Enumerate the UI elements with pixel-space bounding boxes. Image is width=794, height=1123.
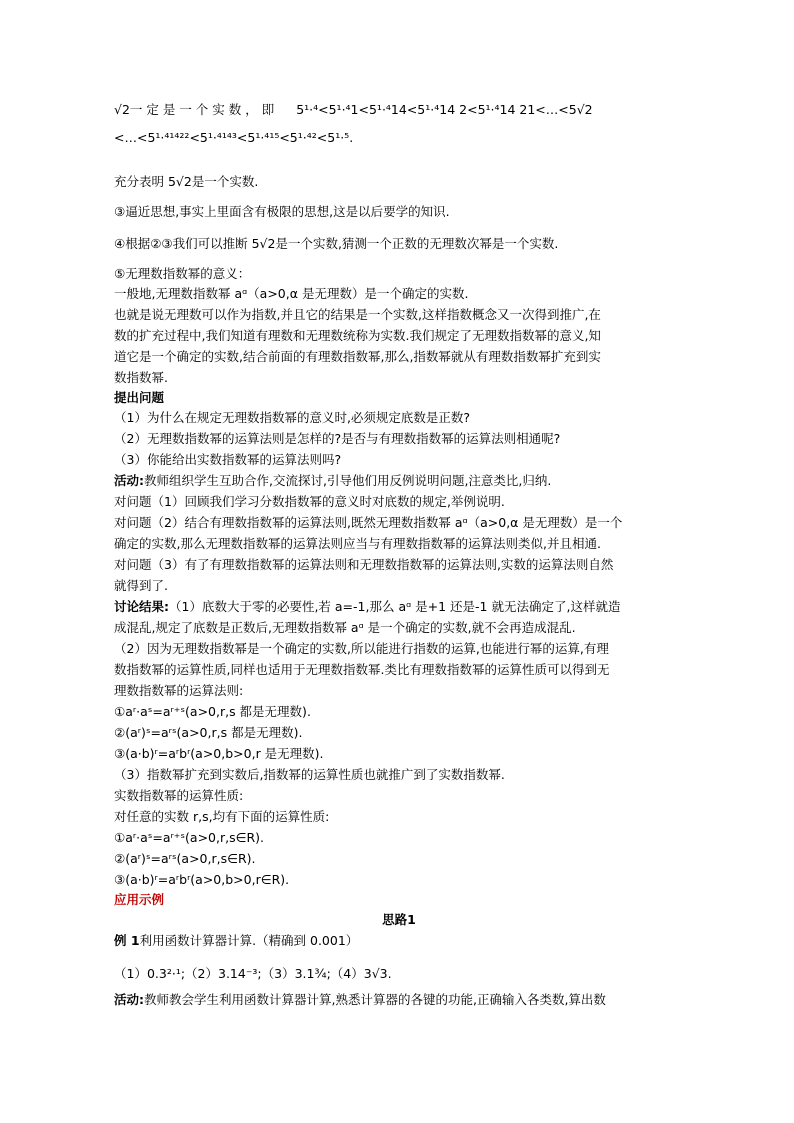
activity-text: 教师教会学生利用函数计算器计算,熟悉计算器的各键的功能,正确输入各类数,算出数 xyxy=(144,992,606,1007)
question: （2）无理数指数幂的运算法则是怎样的?是否与有理数指数幂的运算法则相通呢? xyxy=(114,431,561,446)
result-line xyxy=(114,597,620,617)
text-line-part: 5¹·⁴<5¹·⁴1<5¹·⁴14<5¹·⁴14 2<5¹·⁴14 21<…<5√2 xyxy=(296,102,593,117)
formula: ②(aʳ)ˢ=aʳˢ(a>0,r,s 都是无理数). xyxy=(114,725,303,740)
text-line: 实数指数幂的运算性质: xyxy=(114,788,244,803)
result-label: 讨论结果: xyxy=(114,599,169,614)
text-line: 就得到了. xyxy=(114,578,168,593)
activity-text: 教师组织学生互助合作,交流探讨,引导他们用反例说明问题,注意类比,归纳. xyxy=(144,473,552,488)
text-line: 数指数幂. xyxy=(114,370,168,385)
text-line: ⑤无理数指数幂的意义： xyxy=(114,266,251,281)
example-text: 利用函数计算器计算.（精确到 0.001） xyxy=(139,933,359,948)
text-line: 确定的实数,那么无理数指数幂的运算法则应当与有理数指数幂的运算法则类似,并且相通. xyxy=(114,536,601,551)
question: （1）为什么在规定无理数指数幂的意义时,必须规定底数是正数? xyxy=(114,410,471,425)
text-line: （3）指数幂扩充到实数后,指数幂的运算性质也就推广到了实数指数幂. xyxy=(114,767,505,782)
text-line: 数指数幂的运算性质,同样也适用于无理数指数幂.类比有理数指数幂的运算性质可以得到无 xyxy=(114,662,610,677)
text-line: 也就是说无理数可以作为指数,并且它的结果是一个实数,这样指数概念又一次得到推广,在 xyxy=(114,307,601,322)
text-line: 充分表明 5√2是一个实数. xyxy=(114,174,259,189)
text-line: 数的扩充过程中,我们知道有理数和无理数统称为实数.我们规定了无理数指数幂的意义,知 xyxy=(114,328,601,343)
section-heading: 应用示例 xyxy=(114,892,165,907)
section-heading: 提出问题 xyxy=(114,390,165,405)
activity-line xyxy=(114,471,551,491)
question: （3）你能给出实数指数幂的运算法则吗? xyxy=(114,452,342,467)
example-items: （1）0.3²·¹;（2）3.14⁻³;（3）3.1¾;（4）3√3. xyxy=(114,966,392,981)
formula: ②(aʳ)ˢ=aʳˢ(a>0,r,s∈R). xyxy=(114,851,256,866)
activity-label: 活动: xyxy=(114,473,144,488)
text-line: ④根据②③我们可以推断 5√2是一个实数,猜测一个正数的无理数次幂是一个实数. xyxy=(114,236,559,251)
activity-line xyxy=(114,990,606,1010)
activity-label: 活动: xyxy=(114,992,144,1007)
formula: ①aʳ·aˢ=aʳ⁺ˢ(a>0,r,s∈R). xyxy=(114,830,265,845)
formula: ③(a·b)ʳ=aʳbʳ(a>0,b>0,r 是无理数). xyxy=(114,746,324,761)
text-line: <…<5¹·⁴¹⁴²²<5¹·⁴¹⁴³<5¹·⁴¹⁵<5¹·⁴²<5¹·⁵. xyxy=(114,130,354,145)
example-label: 例 1 xyxy=(114,933,140,948)
text-line: 对任意的实数 r,s,均有下面的运算性质: xyxy=(114,809,330,824)
text-line: ③逼近思想,事实上里面含有极限的思想,这是以后要学的知识. xyxy=(114,204,450,219)
text-line: 对问题（3）有了有理数指数幂的运算法则和无理数指数幂的运算法则,实数的运算法则自然 xyxy=(114,557,614,572)
text-line: 对问题（1）回顾我们学习分数指数幂的意义时对底数的规定,举例说明. xyxy=(114,494,505,509)
formula: ③(a·b)ʳ=aʳbʳ(a>0,b>0,r∈R). xyxy=(114,872,290,887)
text-line xyxy=(114,100,593,120)
text-line: 理数指数幂的运算法则: xyxy=(114,683,244,698)
text-line: （2）因为无理数指数幂是一个确定的实数,所以能进行指数的运算,也能进行幂的运算,有理 xyxy=(114,641,609,656)
text-line: 一般地,无理数指数幂 aᵅ（a>0,α 是无理数）是一个确定的实数. xyxy=(114,286,469,301)
result-text: （1）底数大于零的必要性,若 a=-1,那么 aᵅ 是+1 还是-1 就无法确定了,这样就造 xyxy=(169,599,621,614)
text-line: 成混乱,规定了底数是正数后,无理数指数幂 aᵅ 是一个确定的实数,就不会再造成混乱. xyxy=(114,620,576,635)
text-line: 道它是一个确定的实数,结合前面的有理数指数幂,那么,指数幂就从有理数指数幂扩充到实 xyxy=(114,349,601,364)
text-line: 对问题（2）结合有理数指数幂的运算法则,既然无理数指数幂 aᵅ（a>0,α 是无理数）是一个 xyxy=(114,515,623,530)
formula: ①aʳ·aˢ=aʳ⁺ˢ(a>0,r,s 都是无理数). xyxy=(114,704,311,719)
subsection-heading: 思路1 xyxy=(382,912,416,927)
text-line-part: √2一 定 是 一 个 实 数 ， 即 xyxy=(114,102,275,117)
example-line xyxy=(114,931,358,951)
